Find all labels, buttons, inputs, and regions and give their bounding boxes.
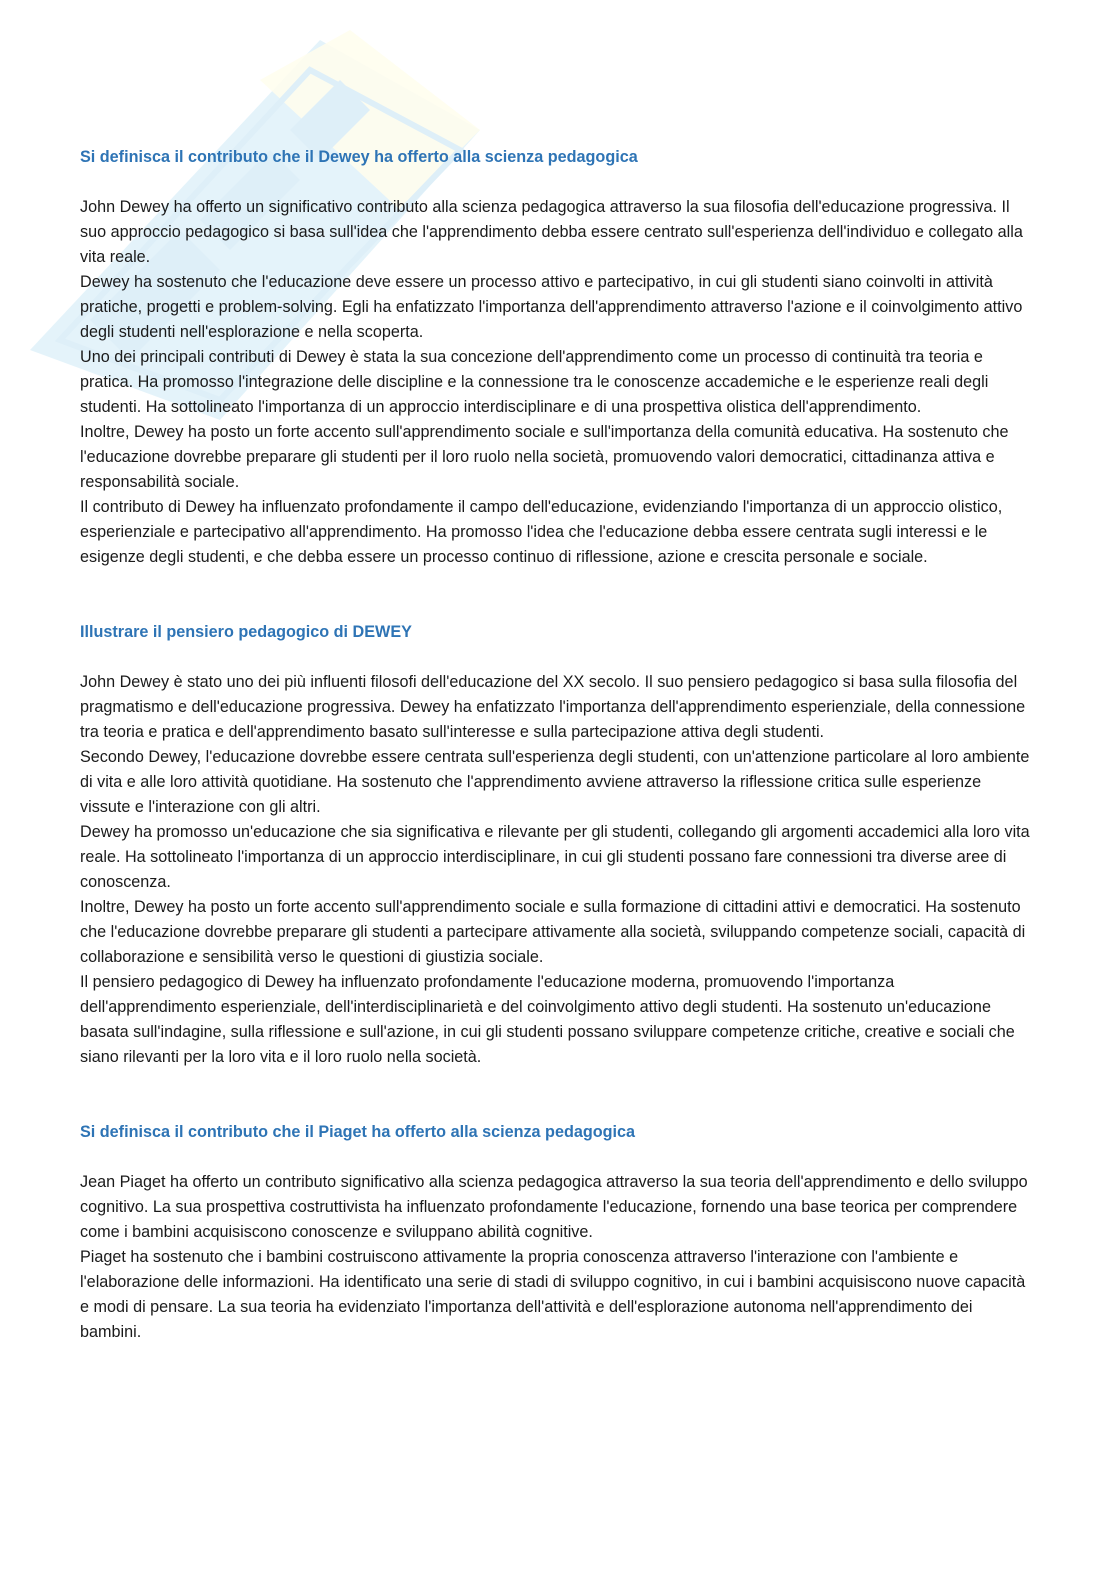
section-spacer [80,570,1030,620]
paragraph: Jean Piaget ha offerto un contributo significativo alla scienza pedagogica attraverso la sua teoria dell'apprendimento e dello sviluppo cognitivo. La sua prospettiva costruttivista ha influenzato profondamente l'educazione, fornendo una base teorica per comprendere come i bambini acquisiscono conoscenze e sviluppano abilità cognitive. [80,1173,1028,1241]
section-spacer [80,1070,1030,1120]
paragraph: Piaget ha sostenuto che i bambini costruiscono attivamente la propria conoscenza attraverso l'interazione con l'ambiente e l'elaborazione delle informazioni. Ha identificato una serie di stadi di sviluppo cognitivo, in cui i bambini acquisiscono nuove capacità e modi di pensare. La sua teoria ha evidenziato l'importanza dell'attività e dell'esplorazione autonoma nell'apprendimento dei bambini. [80,1248,1026,1341]
section-dewey-contributo [80,145,1030,570]
paragraph: Dewey ha promosso un'educazione che sia significativa e rilevante per gli studenti, collegando gli argomenti accademici alla loro vita reale. Ha sottolineato l'importanza di un approccio interdisciplinare, in cui gli studenti possano fare connessioni tra diverse aree di conoscenza. [80,823,1030,891]
paragraph: Inoltre, Dewey ha posto un forte accento sull'apprendimento sociale e sull'importanza della comunità educativa. Ha sostenuto che l'educazione dovrebbe preparare gli studenti per il loro ruolo nella società, promuovendo valori democratici, cittadinanza attiva e responsabilità sociale. [80,423,1009,491]
paragraph: John Dewey è stato uno dei più influenti filosofi dell'educazione del XX secolo. Il suo pensiero pedagogico si basa sulla filosofia del pragmatismo e dell'educazione progressiva. Dewey ha enfatizzato l'importanza dell'apprendimento esperienziale, della connessione tra teoria e pratica e dell'apprendimento basato sull'interesse e sulla partecipazione attiva degli studenti. [80,673,1026,741]
paragraph: Uno dei principali contributi di Dewey è stata la sua concezione dell'apprendimento come un processo di continuità tra teoria e pratica. Ha promosso l'integrazione delle discipline e la connessione tra le conoscenze accademiche e le esperienze reali degli studenti. Ha sottolineato l'importanza di un approccio interdisciplinare e di una prospettiva olistica dell'apprendimento. [80,348,989,416]
section-title: Si definisca il contributo che il Dewey ha offerto alla scienza pedagogica [80,148,638,166]
paragraph: Il contributo di Dewey ha influenzato profondamente il campo dell'educazione, evidenziando l'importanza di un approccio olistico, esperienziale e partecipativo all'apprendimento. Ha promosso l'idea che l'educazione debba essere centrata sugli interessi e le esigenze degli studenti, e che debba essere un processo continuo di riflessione, azione e crescita personale e sociale. [80,498,1003,566]
section-body [80,670,1030,1070]
document-page [80,145,1030,1345]
section-piaget-contributo [80,1120,1030,1345]
section-dewey-pensiero [80,620,1030,1070]
paragraph: Dewey ha sostenuto che l'educazione deve essere un processo attivo e partecipativo, in cui gli studenti siano coinvolti in attività pratiche, progetti e problem-solving. Egli ha enfatizzato l'importanza dell'apprendimento attraverso l'azione e il coinvolgimento attivo degli studenti nell'esplorazione e nella scoperta. [80,273,1023,341]
section-title: Illustrare il pensiero pedagogico di DEWEY [80,623,412,641]
paragraph: John Dewey ha offerto un significativo contributo alla scienza pedagogica attraverso la sua filosofia dell'educazione progressiva. Il suo approccio pedagogico si basa sull'idea che l'apprendimento debba essere centrato sull'esperienza dell'individuo e collegato alla vita reale. [80,198,1023,266]
paragraph: Il pensiero pedagogico di Dewey ha influenzato profondamente l'educazione moderna, promuovendo l'importanza dell'apprendimento esperienziale, dell'interdisciplinarietà e del coinvolgimento attivo degli studenti. Ha sostenuto un'educazione basata sull'indagine, sulla riflessione e sull'azione, in cui gli studenti possano sviluppare competenze critiche, creative e sociali che siano rilevanti per la loro vita e il loro ruolo nella società. [80,973,1015,1066]
section-body [80,195,1030,570]
section-title: Si definisca il contributo che il Piaget ha offerto alla scienza pedagogica [80,1123,635,1141]
paragraph: Secondo Dewey, l'educazione dovrebbe essere centrata sull'esperienza degli studenti, con un'attenzione particolare al loro ambiente di vita e alle loro attività quotidiane. Ha sostenuto che l'apprendimento avviene attraverso la riflessione critica sulle esperienze vissute e l'interazione con gli altri. [80,748,1030,816]
paragraph: Inoltre, Dewey ha posto un forte accento sull'apprendimento sociale e sulla formazione di cittadini attivi e democratici. Ha sostenuto che l'educazione dovrebbe preparare gli studenti a partecipare attivamente alla società, sviluppando competenze sociali, capacità di collaborazione e sensibilità verso le questioni di giustizia sociale. [80,898,1026,966]
section-body [80,1170,1030,1345]
